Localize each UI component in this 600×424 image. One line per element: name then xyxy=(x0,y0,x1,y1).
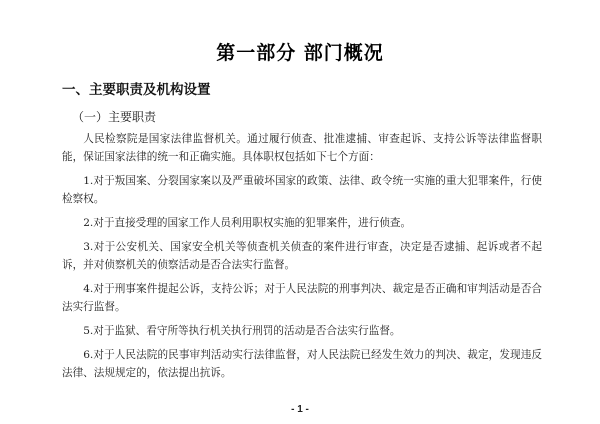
page-number: - 1 - xyxy=(291,404,309,415)
paragraph-item-6: 6.对于人民法院的民事审判活动实行法律监督，对人民法院已经发生效力的判决、裁定，发现违反法律、法规规定的，依法提出抗诉。 xyxy=(62,349,542,379)
paragraph-item-1: 1.对于叛国案、分裂国家案以及严重破坏国家的政策、法律、政令统一实施的重大犯罪案件，行使检察权。 xyxy=(62,175,542,205)
paragraph-intro: 人民检察院是国家法律监督机关。通过履行侦查、批准逮捕、审查起诉、支持公诉等法律监督职能，保证国家法律的统一和正确实施。具体职权包括如下七个方面： xyxy=(62,133,542,163)
body-text xyxy=(62,130,542,388)
paragraph-item-2: 2.对于直接受理的国家工作人员利用职权实施的犯罪案件，进行侦查。 xyxy=(83,217,412,229)
section-heading: 一、主要职责及机构设置 xyxy=(62,82,211,98)
paragraph-item-4: 4.对于刑事案件提起公诉，支持公诉；对于人民法院的刑事判决、裁定是否正确和审判活动是否合法实行监督。 xyxy=(62,283,542,313)
paragraph-item-3: 3.对于公安机关、国家安全机关等侦查机关侦查的案件进行审查，决定是否逮捕、起诉或者不起诉，并对侦察机关的侦察活动是否合法实行监督。 xyxy=(62,241,542,271)
subsection-heading: （一）主要职责 xyxy=(72,110,157,124)
paragraph-item-5: 5.对于监狱、看守所等执行机关执行刑罚的活动是否合法实行监督。 xyxy=(83,325,401,337)
document-title: 第一部分 部门概况 xyxy=(216,42,384,64)
